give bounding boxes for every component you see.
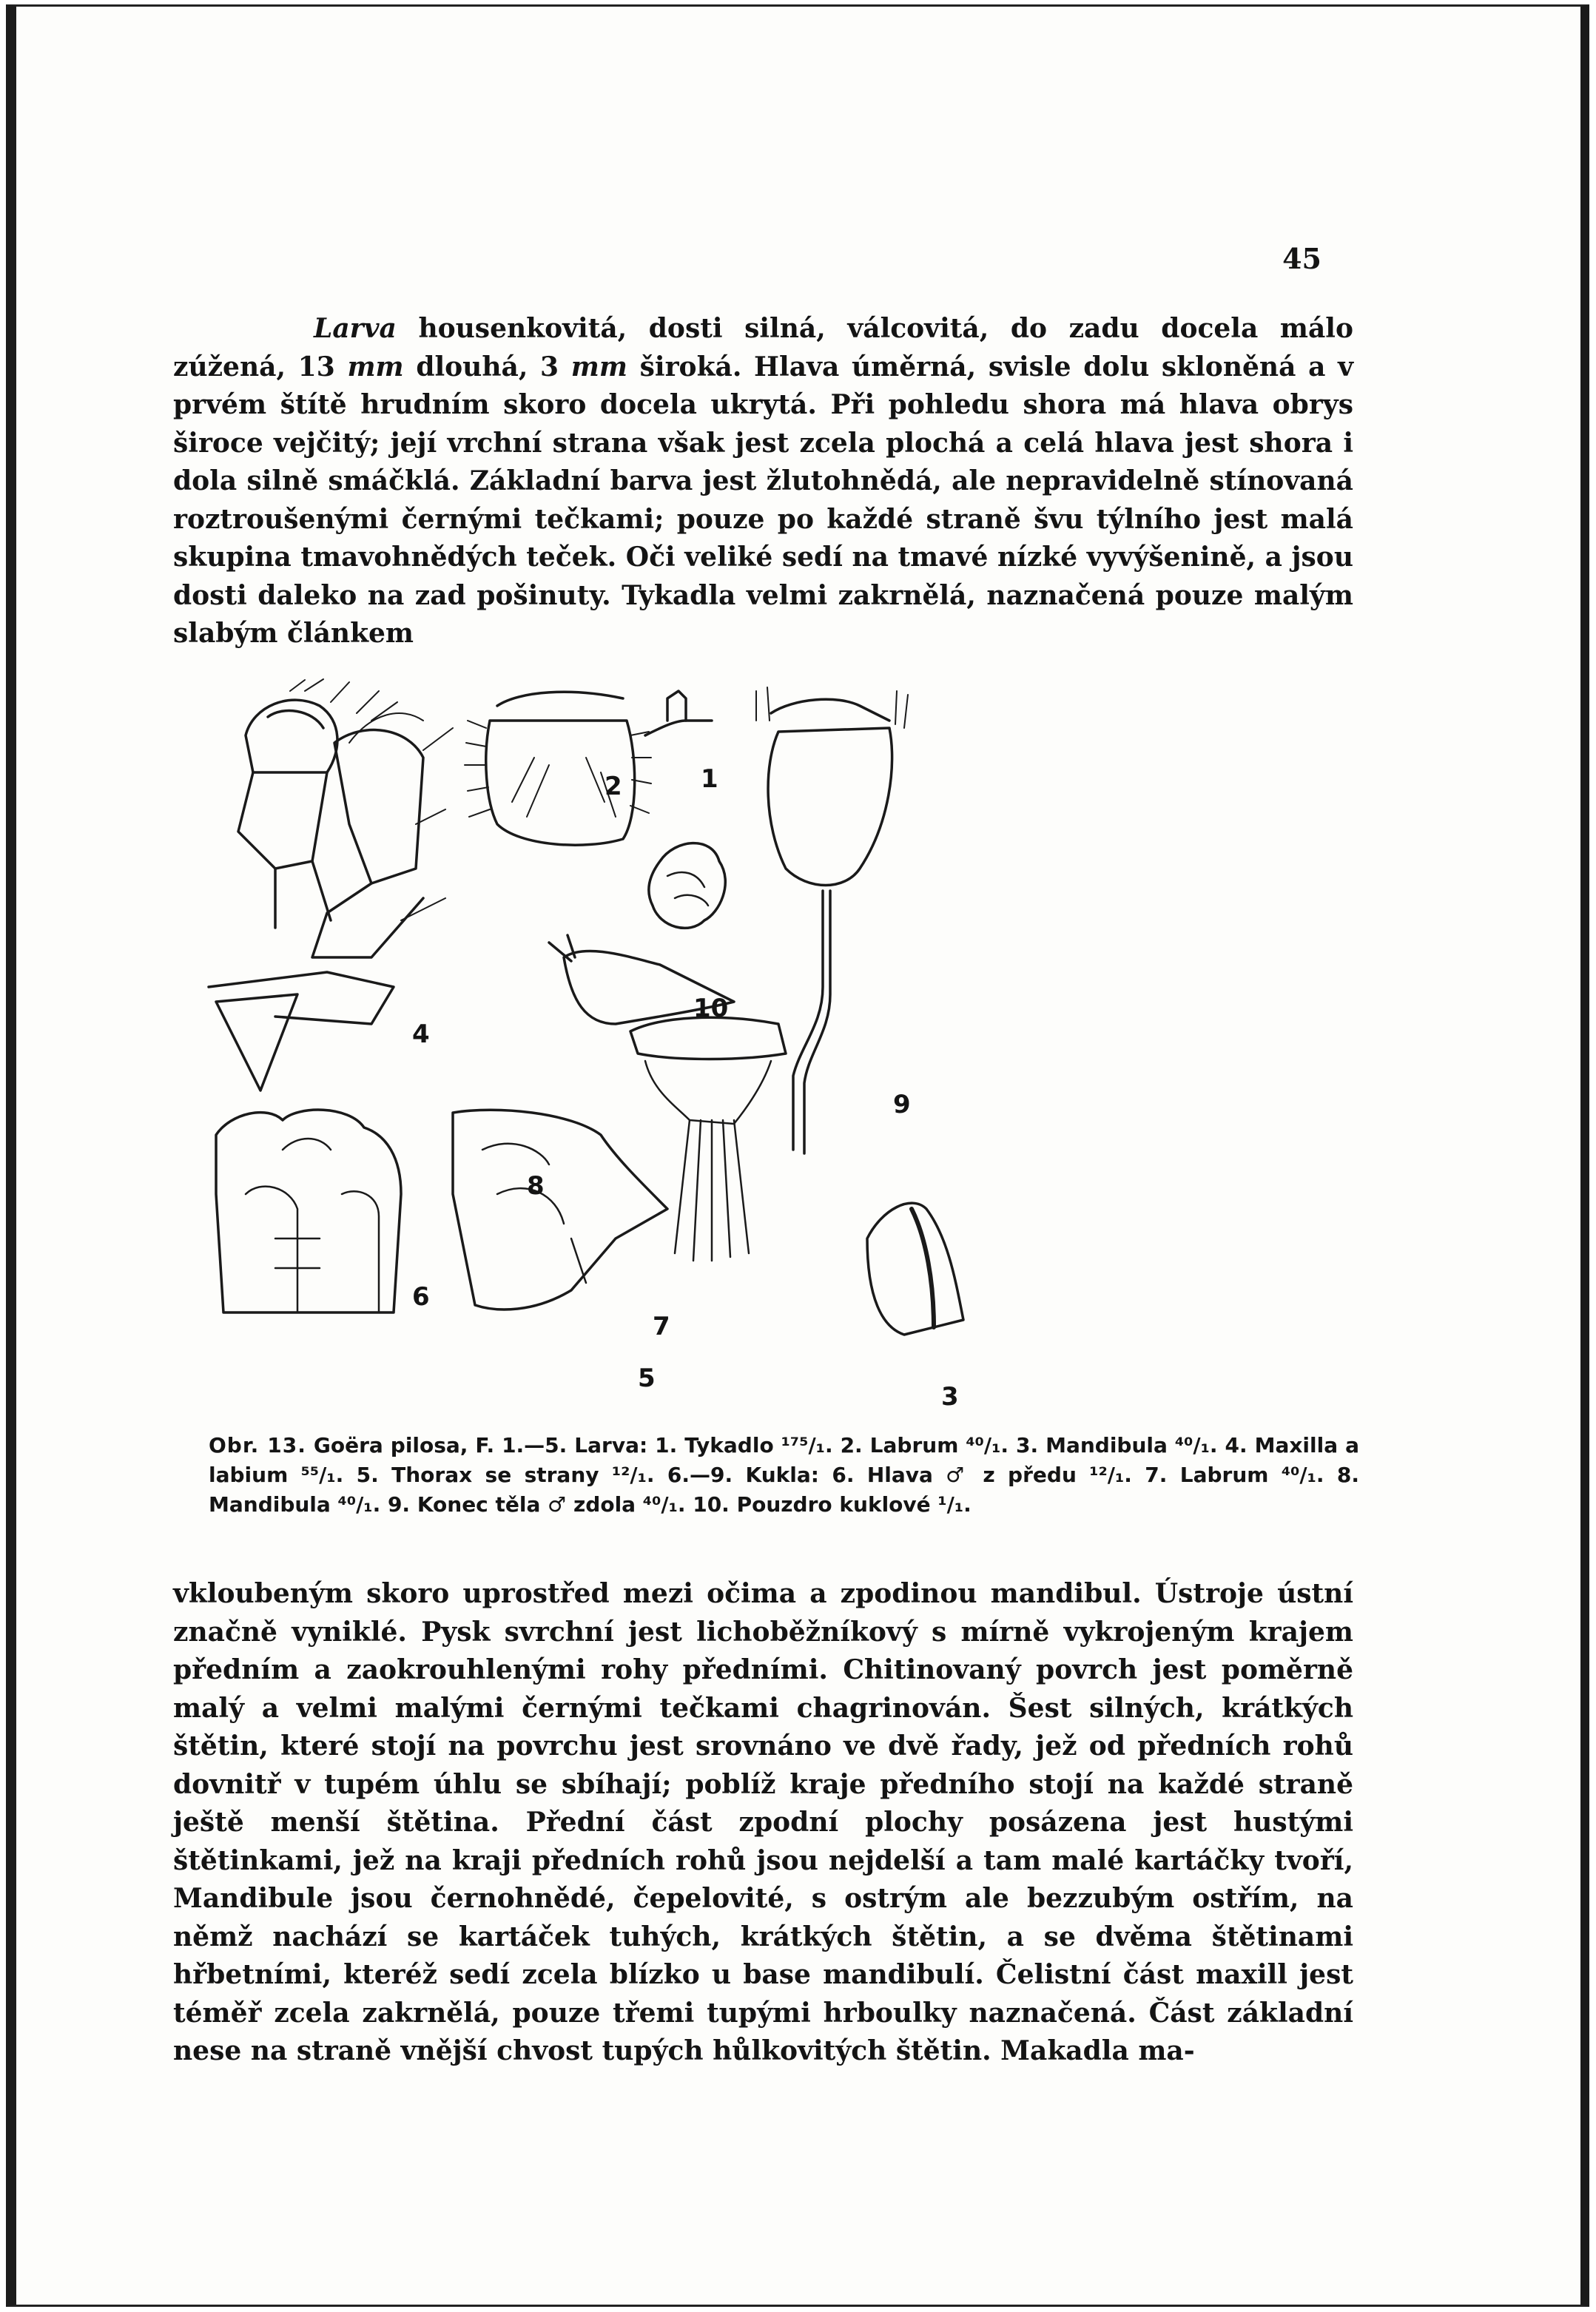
figure-labels [412, 764, 959, 1412]
paragraph-bottom: vkloubeným skoro uprostřed mezi očima a zpodinou mandibul. Ústroje ústní značně vyniklé. Pysk svrchní jest lichoběžníkový s mírně vykrojeným krajem předním a zaokrouhlenými rohy předními. Chitinovaný povrch jest poměrně malý a velmi malými černými tečkami chagrinován. Šest silných, krátkých štětin, které stojí na povrchu jest srovnáno ve dvě řady, jež od předních rohů dovnitř v tupém úhlu se sbíhají; poblíž kraje předního stojí na každé straně ještě menší štětina. Přední část zpodní plochy posázena jest hustými štětinkami, jež na kraji předních rohů jsou nejdelší a tam malé kartáčky tvoří, Mandibule jsou černohnědé, čepelovité, s ostrým ale bezzubým ostřím, na němž nachází se kartáček tuhých, krátkých štětin, a se dvěma štětinami hřbetními, kteréž sedí zcela blízko u base mandibulí. Čelistní část maxill jest téměř zcela zakrnělá, pouze třemi tupými hrboulky naznačená. Část základní nese na straně vnější chvost tupých hůlkovitých štětin. Makadla ma- [173, 1578, 1353, 2066]
label-3: 3 [941, 1382, 959, 1412]
lead-word: Larva [314, 313, 397, 344]
caption-text: F. 1.—5. Larva: 1. Tykadlo ¹⁷⁵/₁. 2. Labrum ⁴⁰/₁. 3. Mandibula ⁴⁰/₁. 4. Maxilla a labium ⁵⁵/₁. 5. Thorax se strany ¹²/₁. 6.—9. Kukla: 6. Hlava ♂ z předu ¹²/₁. 7. Labrum ⁴⁰/₁. 8. Mandibula ⁴⁰/₁. 9. Konec těla ♂ zdola ⁴⁰/₁. 10. Pouzdro kuklové ¹/₁. [209, 1433, 1359, 1517]
label-8: 8 [527, 1171, 545, 1201]
label-6: 6 [412, 1282, 430, 1312]
paragraph-top [173, 310, 1353, 653]
figure-drawings [201, 676, 1356, 1423]
label-5: 5 [638, 1364, 656, 1393]
drawing-9-konec-tela [756, 687, 908, 1153]
label-4: 4 [412, 1019, 430, 1049]
drawing-7-labrum [630, 1017, 786, 1261]
label-2: 2 [605, 772, 622, 801]
label-1: 1 [701, 764, 718, 794]
drawing-10-pouzdro [649, 843, 725, 928]
label-7: 7 [653, 1312, 670, 1341]
drawing-6-hlava [216, 1110, 401, 1312]
figure-illustration [201, 676, 1356, 1423]
label-10: 10 [693, 994, 729, 1023]
caption-title: Obr. 13. [209, 1433, 306, 1457]
label-9: 9 [893, 1090, 911, 1119]
unit-a: mm [347, 351, 404, 382]
figure-caption [209, 1431, 1359, 1520]
unit-b: mm [570, 351, 627, 382]
drawing-2-labrum [465, 692, 651, 845]
page-number: 45 [1282, 242, 1321, 275]
text-segment-c: široká. Hlava úměrná, svisle dolu skloněná a v prvém štítě hrudním skoro docela ukrytá. Při pohledu shora má hlava obrys široce vejčitý; její vrchní strana však jest zcela plochá a celá hlava jest shora i dola silně smáčklá. Základní barva jest žlutohnědá, ale nepravidelně stínovaná roztroušenými černými tečkami; pouze po každé straně švu týlního jest malá skupina tmavohnědých teček. Oči veliké sedí na tmavé nízké vyvýšenině, a jsou dosti daleko na zad pošinuty. Tykadla velmi zakrnělá, naznačená pouze malým slabým článkem [173, 351, 1353, 649]
caption-species: Goëra pilosa, [313, 1433, 468, 1457]
book-page [6, 4, 1589, 2307]
drawing-5-thorax [453, 1110, 667, 1310]
text-segment-a: housenkovitá, dosti silná, válcovitá, do zadu docela málo zúžená, 13 [173, 313, 1353, 382]
text-segment-b: dlouhá, 3 [403, 351, 571, 382]
drawing-1-tykadlo [645, 691, 712, 735]
drawing-3-mandibula [867, 1203, 963, 1335]
